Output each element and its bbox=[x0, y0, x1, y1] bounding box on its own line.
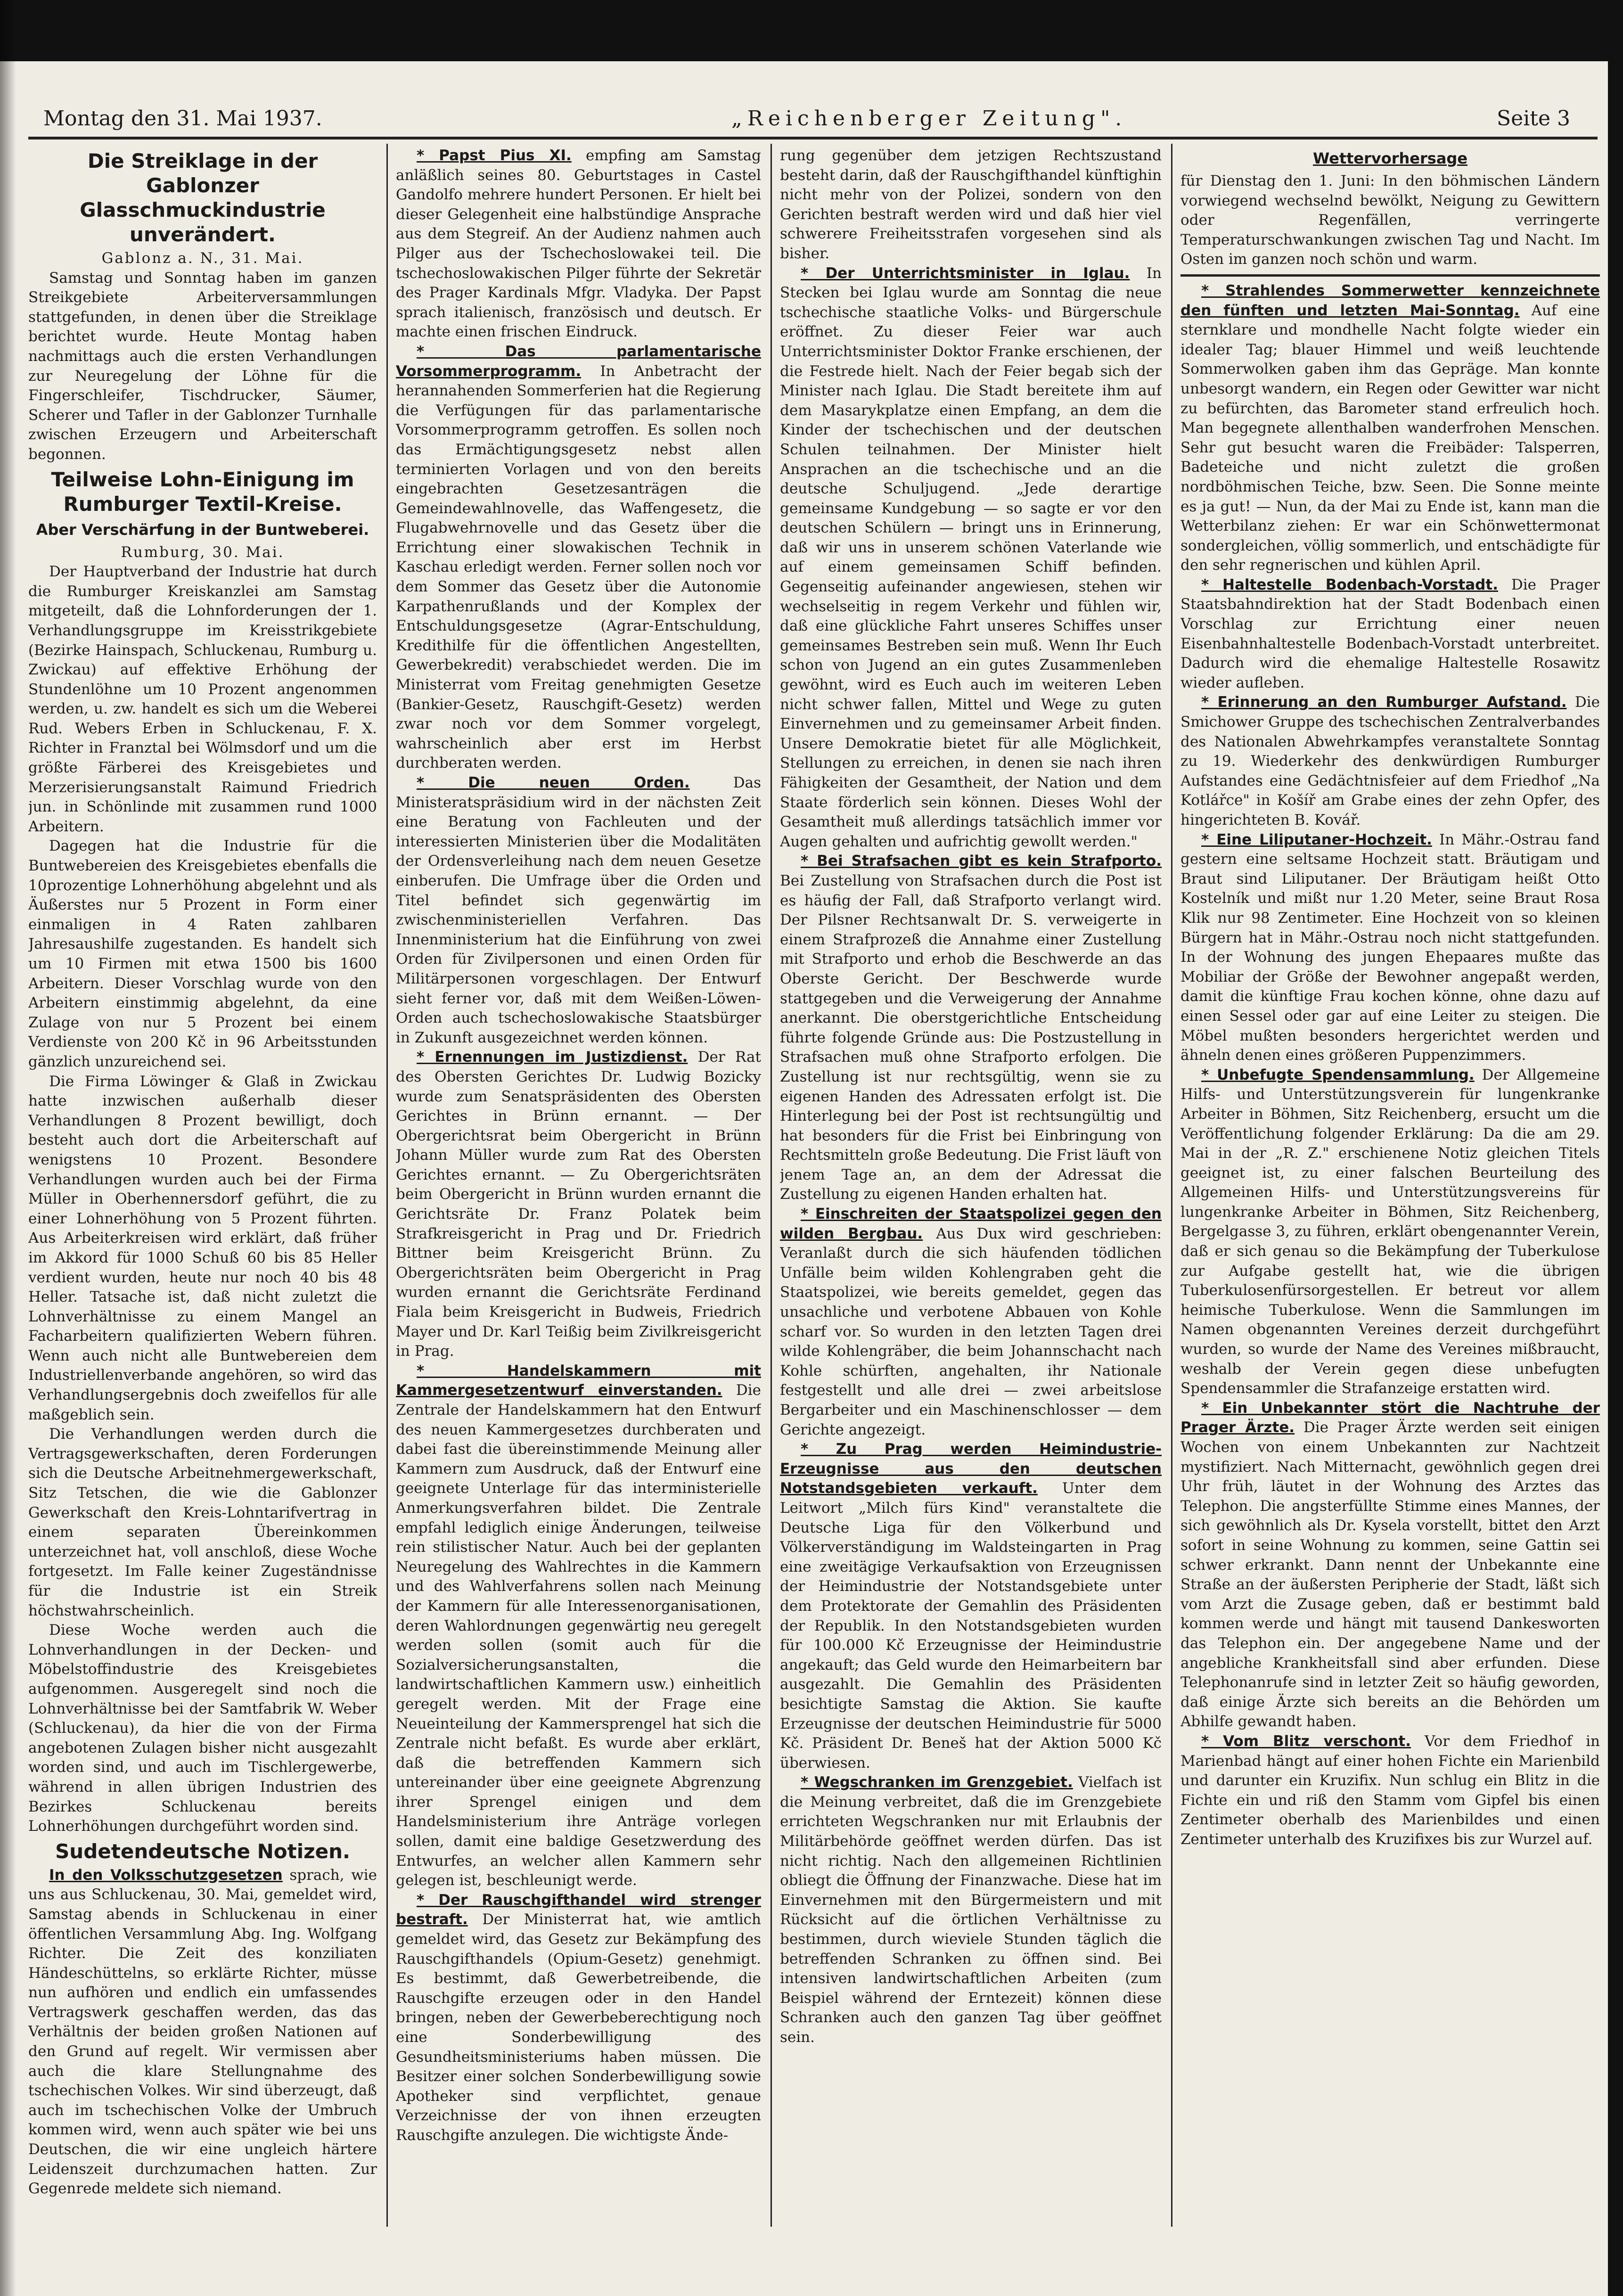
lead-doctors: * Ein Unbekannter stört die Nachtruhe der Prager Ärzte. bbox=[1180, 1399, 1600, 1436]
lead-appointments: * Ernennungen im Justizdienst. bbox=[417, 1049, 688, 1066]
column-2 bbox=[396, 146, 761, 2229]
article-parliament bbox=[396, 342, 761, 773]
text-doctors: Die Prager Ärzte werden seit einigen Wochen von einem Unbekannten zur Nachtzeit mystifiziert. Nach Mitternacht, gewöhnlich gegen drei Uhr früh, läutet in der Wohnung des Arztes das Telephon. Die angsterfüllte Stimme eines Mannes, der sich gewöhnlich als Dr. Kysela vorstellt, bittet den Arzt sofort in seine Wohnung zu kommen, seine Gattin sei schwer erkrankt. Dann nennt der Unbekannte eine Straße an der äußersten Peripherie der Stadt, läßt sich vom Arzt die Zusage geben, daß er bestimmt bald kommen werde und hängt mit tausend Dankesworten das Telephon ein. Der angegebene Name und der angebliche Krankheitsfall sind aber erfunden. Diese Telephonanrufe sind in letzter Zeit so häufig geworden, daß einige Ärzte sich bereits an die Behörden um Abhilfe gewandt haben. bbox=[1180, 1419, 1600, 1730]
article-station bbox=[1180, 575, 1600, 693]
article-lightning bbox=[1180, 1732, 1600, 1850]
weather-rule bbox=[1180, 274, 1600, 277]
article-summer bbox=[1180, 281, 1600, 575]
text-lightning: Vor dem Friedhof in Marienbad hängt auf einer hohen Fichte ein Marienbild und darunter ein Kruzifix. Nun schlug ein Blitz in die Fichte ein und riß den Stamm vom Gipfel bis einen Zentimeter oberhalb des Marienbildes und einen Zentimeter unterhalb des Kruzifixes bis zur Wurzel auf. bbox=[1180, 1732, 1600, 1848]
lead-barriers: * Wegschranken im Grenzgebiet. bbox=[801, 1774, 1073, 1791]
article-collection bbox=[1180, 1066, 1600, 1399]
article-narcotics bbox=[396, 1891, 761, 2146]
article-wage-p2: Dagegen hat die Industrie für die Buntwebereien des Kreisgebietes ebenfalls die 10prozentige Lohnerhöhung abgelehnt und als Äußerstes nur 5 Prozent in Form einer einmaligen in 4 Raten zahlbaren Jahresaushilfe zugestanden. Es handelt sich um 10 Firmen mit etwa 1500 bis 1600 Arbeitern. Dieser Vorschlag wurde von den Arbeitern einstimmig abgelehnt, da eine Zulage von nur 5 Prozent bei einem Verdienste von 200 Kč in 96 Arbeitsstunden gänzlich unzureichend sei. bbox=[28, 837, 377, 1070]
column-1 bbox=[28, 146, 377, 2229]
lead-chambers: * Handelskammern mit Kammergesetzentwurf einverstanden. bbox=[396, 1362, 761, 1399]
article-appointments bbox=[396, 1048, 761, 1361]
text-pope: empfing am Samstag anläßlich seines 80. Geburtstages in Castel Gandolfo mehrere hundert Personen. Er hielt bei dieser Gelegenheit eine halbstündige Ansprache aus dem Stegreif. An der Audienz nahmen auch Pilger aus der Tschechoslowakei teil. Die tschechoslowakischen Pilger führte der Sekretär des Prager Kardinals Mfgr. Vladyka. Der Papst sprach italienisch, französisch und deutsch. Er machte einen frischen Eindruck. bbox=[396, 147, 761, 341]
lead-postage: * Bei Strafsachen gibt es kein Strafporto. bbox=[801, 853, 1162, 870]
text-wedding: In Mähr.-Ostrau fand gestern eine seltsame Hochzeit statt. Bräutigam und Braut sind Liliputaner. Der Bräutigam heißt Otto Kostelník und mißt nur 1.20 Meter, seine Braut Rosa Klik nur 98 Zentimeter. Eine Hochzeit von so kleinen Bürgern hat in Mähr.-Ostrau noch nicht stattgefunden. In der Wohnung des jungen Ehepaares mußte das Mobiliar der Größe der Bewohner angepaßt werden, damit die künftige Frau kochen könne, ohne dazu auf einen Sessel oder gar auf eine Leiter zu steigen. Die Möbel mußten besonders hergerichtet werden und ähneln denen eines größeren Puppenzimmers. bbox=[1180, 831, 1600, 1064]
dateline-strike: Gablonz a. N., 31. Mai. bbox=[101, 250, 304, 267]
article-postage bbox=[780, 852, 1162, 1205]
page-header bbox=[43, 105, 1570, 133]
article-doctors bbox=[1180, 1399, 1600, 1732]
headline-wage: Teilweise Lohn-Einigung im Rumburger Textil-Kreise. bbox=[51, 467, 354, 516]
article-uprising bbox=[1180, 693, 1600, 830]
text-chambers: Die Zentrale der Handelskammern hat den Entwurf des neuen Kammergesetzes durchberaten und dabei fast die übereinstimmende Meinung aller Kammern zum Ausdruck, daß der Entwurf eine geeignete Unterlage für das interministerielle Anmerkungsverfahren bildet. Die Zentrale empfahl lediglich einige Änderungen, teilweise rein stilistischer Natur. Auch bei der geplanten Neuregelung des Wahlrechtes in die Kammern und des Wahlverfahrens sollen nach Meinung der Kammern für alle Interessenorganisationen, deren Wahlordnungen gegenwärtig neu geregelt werden sollen (somit auch für die Sozialversicherungsanstalten, die landwirtschaftlichen Kammern usw.) einheitlich geregelt werden. Mit der Frage eine Neueinteilung der Kammersprengel hat sich die Zentrale nicht befaßt. Es wurde aber erklärt, daß die betreffenden Kammern sich untereinander über eine geeignete Abgrenzung ihrer Sprengel einigen und dem Handelsministerium ihre Anträge vorlegen sollen, damit eine baldige Gesetzwerdung des Entwurfes, an welcher allen Kammern sehr gelegen ist, beschleunigt werde. bbox=[396, 1382, 761, 1889]
column-rule-3 bbox=[1171, 144, 1172, 2227]
article-minister bbox=[780, 264, 1162, 852]
header-masthead: „Reichenberger Zeitung". bbox=[731, 107, 1127, 131]
article-mining bbox=[780, 1205, 1162, 1440]
lead-orders: * Die neuen Orden. bbox=[417, 774, 690, 791]
article-barriers bbox=[780, 1773, 1162, 2047]
text-mining: Aus Dux wird geschrieben: Veranlaßt durch die sich häufenden tödlichen Unfälle beim wilden Kohlengraben geht die Staatspolizei, wie bereits gemeldet, gegen das unsachliche und verbotene Abbauen von Kohle scharf vor. So wurden in den letzten Tagen drei wilde Kohlengräber, die beim Johannschacht nach Kohle schürften, angehalten, ihr Nationale festgestellt und alle drei — zwei arbeitslose Bergarbeiter und ein Maschinenschlosser — dem Gerichte angezeigt. bbox=[780, 1225, 1162, 1438]
lead-wedding: * Eine Liliputaner-Hochzeit. bbox=[1201, 831, 1432, 848]
article-wage-p5: Diese Woche werden auch die Lohnverhandlungen in der Decken- und Möbelstoffindustrie des Kreisgebietes aufgenommen. Ausgeregelt sind noch die Lohnverhältnisse bei der Samtfabrik W. Weber (Schluckenau), da hier die von der Firma angebotenen Zulagen bisher nicht ausgezahlt worden sind, und auch im Tischlergewerbe, während in allen übrigen Industrien des Bezirkes Schluckenau bereits Lohnerhöhungen durchgeführt worden sind. bbox=[28, 1622, 377, 1835]
text-uprising: Die Smichower Gruppe des tschechischen Zentralverbandes des Nationalen Abwehrkampfes veranstaltete Sonntag zu 19. Wiederkehr des denkwürdigen Rumburger Aufstandes eine Gedächtnisfeier auf dem Friedhof „Na Kotlářce" in Košíř am Grabe eines der zehn Opfer, des hingerichteten B. Kovář. bbox=[1180, 694, 1600, 828]
article-wedding bbox=[1180, 830, 1600, 1066]
text-barriers: Vielfach ist die Meinung verbreitet, daß die im Grenzgebiete errichteten Wegschranken nur mit Erlaubnis der Militärbehörde geöffnet werden dürfen. Das ist nicht richtig. Nach den allgemeinen Richtlinien obliegt die Öffnung der Finanzwache. Diese hat im Einvernehmen mit den Bürgermeistern und mit Rücksicht auf die örtlichen Verhältnisse zu bestimmen, durch wieviele Stunden täglich die betreffenden Schranken zu öffnen sind. Bei intensiven landwirtschaftlichen Arbeiten (zum Beispiel während der Erntezeit) können diese Schranken auch den ganzen Tag über geöffnet sein. bbox=[780, 1774, 1162, 2046]
column-3 bbox=[780, 146, 1162, 2229]
column-4 bbox=[1180, 146, 1600, 2229]
article-wage-p4: Die Verhandlungen werden durch die Vertragsgewerkschaften, deren Forderungen sich die Deutsche Arbeitnehmergewerkschaft, Sitz Tetschen, die wie die Gablonzer Gewerkschaft den Kreis-Lohntarifvertrag in einem separaten Übereinkommen unterzeichnet hat, voll anschloß, diese Woche fortgesetzt. Im Falle keiner Zugeständnisse für die Industrie ist ein Streik höchstwahrscheinlich. bbox=[28, 1426, 377, 1619]
headline-strike: Die Streiklage in der Gablonzer Glasschmuckindustrie unverändert. bbox=[80, 149, 326, 246]
article-sudeten bbox=[28, 1866, 377, 2199]
text-postage: Bei Zustellung von Strafsachen durch die Post ist es häufig der Fall, daß Strafporto verlangt wird. Der Pilsner Rechtsanwalt Dr. S. verweigerte in einem Strafprozeß die Annahme einer Zustellung mit Strafporto und erhob die Beschwerde an das Oberste Gericht. Der Beschwerde wurde stattgegeben und die Verweigerung der Annahme anerkannt. Die oberstgerichtliche Entscheidung führte folgende Gründe aus: Die Postzustellung in Strafsachen muß ohne Strafporto erfolgen. Die Zustellung ist nur rechtsgültig, wenn sie zu eigenen Handen des Adressaten erfolgt ist. Die Hinterlegung bei der Post ist rechtsungültig und hat besonders für die Frist bei Einbringung von Rechtsmitteln große Bedeutung. Die Frist läuft von jenem Tage an, an dem der Adressat die Zustellung zu eigenen Handen erhalten hat. bbox=[780, 872, 1162, 1203]
article-narcotics-continued: rung gegenüber dem jetzigen Rechtszustand besteht darin, daß der Rauschgifthandel künftighin nicht mehr von der Polizei, sondern von den Gerichten bestraft werden wird und daß hier viel schwerere Freiheitsstrafen vorgesehen sind als bisher. bbox=[780, 147, 1162, 262]
lead-sudeten: In den Volksschutzgesetzen bbox=[49, 1866, 283, 1884]
scan-top-border bbox=[0, 0, 1623, 61]
lead-station: * Haltestelle Bodenbach-Vorstadt. bbox=[1201, 576, 1498, 593]
headline-sudeten: Sudetendeutsche Notizen. bbox=[55, 1839, 350, 1863]
text-homeindustry: Unter dem Leitwort „Milch fürs Kind" veranstaltete die Deutsche Liga für den Völkerbund und Völkerverständigung im Waldsteingarten in Prag eine zweitägige Verkaufsaktion von Erzeugnissen der Heimindustrie der Notstandsgebiete unter dem Protektorate der Gemahlin des Präsidenten der Republik. In den Notstandsgebieten wurden für 100.000 Kč Erzeugnisse der Heimindustrie angekauft; das Geld wurde den Heimarbeitern bar ausgezahlt. Die Gemahlin des Präsidenten besichtigte Samstag die Aktion. Sie kaufte Erzeugnisse der deutschen Heimindustrie für 5000 Kč. Präsident Dr. Beneš hat der Aktion 5000 Kč überwiesen. bbox=[780, 1480, 1162, 1771]
headline-weather: Wettervorhersage bbox=[1312, 149, 1468, 167]
text-parliament: In Anbetracht der herannahenden Sommerferien hat die Regierung die Verfügungen für das parlamentarische Vorsommerprogramm getroffen. Es sollen noch das Ermächtigungsgesetz nebst allen terminierten Vorlagen und von den bereits eingebrachten Gesetzesanträgen die Gemeindewahlnovelle, das Waffengesetz, die Flugabwehrnovelle und das Gesetz über die Errichtung einer slowakischen Technik in Kaschau erledigt werden. Ferner sollen noch vor dem Sommer das Gesetz über die Autonomie Karpathenrußlands und der Komplex der Entschuldungsgesetze (Agrar-Entschuldung, Kredithilfe für die öffentlichen Angestellten, Gewerbekredit) verabschiedet werden. Die im Ministerrat vom Freitag genehmigten Gesetze (Bankier-Gesetz, Rauschgift-Gesetz) werden zwar noch vor dem Sommer vorgelegt, wahrscheinlich aber erst im Herbst durchberaten werden. bbox=[396, 362, 761, 772]
lead-parliament: * Das parlamentarische Vorsommerprogramm. bbox=[396, 343, 761, 380]
column-rule-2 bbox=[771, 144, 772, 2227]
article-wage-p3: Die Firma Löwinger & Glaß in Zwickau hatte inzwischen außerhalb dieser Verhandlungen 8 Prozent bewilligt, doch besteht auch dort die Arbeiterschaft auf wenigstens 10 Prozent. Besondere Verhandlungen wurden auch bei der Firma Müller in Oberhennersdorf geführt, die zu einer Lohnerhöhung von 5 Prozent führten. Aus Arbeiterkreisen wird erklärt, daß früher im Akkord für 1000 Schuß 60 bis 85 Heller verdient wurden, heute nur noch 40 bis 48 Heller. Tatsache ist, daß nicht zuletzt die Lohnverhältnisse zu einem Mangel an Facharbeitern qualifizierten Webern führen. Wenn auch nicht alle Buntwebereien dem Industriellenverbande angehören, so wird das Verhandlungsergebnis doch zweifellos für alle maßgeblich sein. bbox=[28, 1073, 377, 1423]
lead-uprising: * Erinnerung an den Rumburger Aufstand. bbox=[1201, 694, 1567, 711]
article-pope bbox=[396, 146, 761, 342]
text-sudeten: sprach, wie uns aus Schluckenau, 30. Mai, gemeldet wird, Samstag abends in Schluckenau in einer öffentlichen Versammlung Abg. Ing. Wolfgang Richter. Die Zeit des konziliaten Händeschüttelns, so erklärte Richter, müsse nun aufhören und endlich ein umfassendes Vertragswerk geschaffen werden, das das Verhältnis der beiden großen Nationen auf den Grund auf regelt. Wir vermissen aber auch die klare Stellungnahme des tschechischen Volkes. Wir sind überzeugt, daß auch im tschechischen Volke der Umbruch kommen wird, wenn auch später wie bei uns Deutschen, die wir eine ungleich härtere Leidenszeit durchzumachen hatten. Zur Gegenrede meldete sich niemand. bbox=[28, 1866, 377, 2198]
article-homeindustry bbox=[780, 1440, 1162, 1773]
lead-pope: * Papst Pius XI. bbox=[417, 147, 572, 164]
lead-summer: * Strahlendes Sommerwetter kennzeichnete den fünften und letzten Mai-Sonntag. bbox=[1180, 282, 1600, 319]
header-rule bbox=[28, 137, 1598, 139]
article-weather: für Dienstag den 1. Juni: In den böhmischen Ländern vorwiegend wechselnd bewölkt, Neigung zu Gewittern oder Regenfällen, verringerte Temperaturschwankungen zwischen Tag und Nacht. Im Osten im ganzen noch schön und warm. bbox=[1180, 172, 1600, 268]
text-minister: In Stecken bei Iglau wurde am Sonntag die neue tschechische staatliche Volks- und Bürgerschule eröffnet. Zu dieser Feier war auch Unterrichtsminister Doktor Franke erschienen, der die Festrede hielt. Nach der Feier begab sich der Minister nach Iglau. Die Stadt bereitete ihm auf dem Masarykplatze einen Empfang, an dem die Kinder der tschechischen und der deutschen Schulen teilnahmen. Der Minister hielt Ansprachen an die tschechische und an die deutsche Schuljugend. „Jede derartige gemeinsame Kundgebung — so sagte er vor den deutschen Schülern — bringt uns in Erinnerung, daß wir uns in unserem schönen Vaterlande wie auf einem gemeinsamen Schiff befinden. Gegenseitig aufeinander angewiesen, stehen wir wechselseitig in regem Verkehr und fühlen wir, daß eine glückliche Fahrt unseres Schiffes unser gemeinsames Bestreben sein muß. Wenn Ihr Euch schon von Jugend an ein gutes Zusammenleben gewöhnt, wird es Euch auch im weiteren Leben nicht schwer fallen, Mittel und Wege zu guten Einvernehmen und zu gemeinsamer Arbeit finden. Unsere Demokratie bietet für alle Möglichkeit, Stellungen zu erreichen, in denen sie nach ihren Fähigkeiten der Gesamtheit, der Nation und dem Staate förderlich sein können. Dieses Wohl der Gesamtheit muß allerdings tatsächlich immer vor Augen gehalten und aufrichtig gewollt werden." bbox=[780, 264, 1162, 850]
lead-homeindustry: * Zu Prag werden Heimindustrie-Erzeugnisse aus den deutschen Notstandsgebieten verkauft. bbox=[780, 1441, 1162, 1497]
text-station: Die Prager Staatsbahndirektion hat der Stadt Bodenbach einen Vorschlag zur Errichtung einer neuen Eisenbahnhaltestelle Bodenbach-Vorstadt unterbreitet. Dadurch wird die ehemalige Haltestelle Rosawitz wieder aufleben. bbox=[1180, 576, 1600, 691]
article-orders bbox=[396, 773, 761, 1048]
lead-mining: * Einschreiten der Staatspolizei gegen den wilden Bergbau. bbox=[780, 1205, 1162, 1242]
subheadline-wage: Aber Verschärfung in der Buntweberei. bbox=[36, 520, 369, 539]
text-orders: Das Ministeratspräsidium wird in der nächsten Zeit eine Beratung von Fachleuten und der interessierten Ministerien über die Modalitäten der Ordensverleihung nach dem neuen Gesetze einberufen. Die Umfrage über die Orden und Titel befindet sich gegenwärtig im zwischenministeriellen Verfahren. Das Innenministerium hat die Einführung von zwei Orden für Zivilpersonen und einen Orden für Militärpersonen vorgeschlagen. Der Entwurf sieht ferner vor, daß mit dem Weißen-Löwen-Orden auch tschechoslowakische Staatsbürger in Zukunft ausgezeichnet werden können. bbox=[396, 774, 761, 1046]
column-rule-1 bbox=[386, 144, 388, 2227]
scan-right-border bbox=[1608, 0, 1623, 2296]
text-collection: Der Allgemeine Hilfs- und Unterstützungsverein für lungenkranke Arbeiter in Böhmen, Sitz Reichenberg, ersucht um die Veröffentlichung folgender Erklärung: Da die am 29. Mai in der „R. Z." erschienene Notiz gleichen Titels geeignet ist, zu einer falschen Beurteilung des Allgemeinen Hilfs- und Unterstützungsvereins für lungenkranke Arbeiter in Böhmen, Sitz Reichenberg, Bergelgasse 3, zu führen, erklärt obengenannter Verein, daß er sich genau so die Bekämpfung der Tuberkulose zur Aufgabe gestellt hat, wie die übrigen Tuberkulosenfürsorgestellen. Er betreut vor allem heimische Tuberkulose. Wenn die Sammlungen im Namen obgenannten Vereines derzeit durchgeführt wurden, so wurde der Name des Vereines mißbraucht, weshalb der Verein gegen diese unbefugten Spendensammler die Strafanzeige erstatten wird. bbox=[1180, 1066, 1600, 1397]
article-strike: Samstag und Sonntag haben im ganzen Streikgebiete Arbeiterversammlungen stattgefunden, in denen über die Streiklage berichtet wurde. Heute Montag haben nachmittags auch die ersten Verhandlungen zur Neuregelung der Löhne für die Fingerschleifer, Tischdrucker, Säumer, Scherer und Tafler in der Gablonzer Turnhalle zwischen Erzeugern und Arbeiterschaft begonnen. bbox=[28, 269, 377, 463]
text-summer: Auf eine sternklare und mondhelle Nacht folgte wieder ein idealer Tag; blauer Himmel und weiß leuchtende Sommerwolken gaben ihm das Gepräge. Man konnte unbesorgt wandern, ein Regen oder Gewitter war nicht zu befürchten, das Barometer stand erfreulich hoch. Man begegnete allenthalben wanderfrohen Menschen. Sehr gut besucht waren die Freibäder: Talsperren, Badeteiche und nicht zuletzt die großen nordböhmischen Teiche, bzw. Seen. Die Sonne meinte es ja gut! — Nun, da der Mai zu Ende ist, kann man die Wetterbilanz ziehen: Er war ein Schönwettermonat sondergleichen, völlig sommerlich, und entschädigte für den sehr regnerischen und kühlen April. bbox=[1180, 302, 1600, 574]
scan-left-shadow bbox=[0, 0, 16, 2296]
lead-collection: * Unbefugte Spendensammlung. bbox=[1201, 1066, 1475, 1083]
lead-lightning: * Vom Blitz verschont. bbox=[1201, 1732, 1411, 1750]
text-appointments: Der Rat des Obersten Gerichtes Dr. Ludwig Bozicky wurde zum Senatspräsidenten des Obersten Gerichtes in Brünn ernannt. — Der Obergerichtsrat beim Obergericht in Brünn Johann Müller wurde zum Rat des Obersten Gerichtes ernannt. — Zu Obergerichtsräten beim Obergericht in Brünn wurden ernannt die Gerichtsräte Dr. Franz Polatek beim Strafkreisgericht in Prag und Dr. Friedrich Bittner beim Kreisgericht Brünn. Zu Obergerichtsräten beim Obergericht in Prag wurden ernannt die Gerichtsräte Ferdinand Fiala beim Kreisgericht in Budweis, Friedrich Mayer und Dr. Karl Teißig beim Zivilkreisgericht in Prag. bbox=[396, 1049, 761, 1360]
article-wage-p1: Der Hauptverband der Industrie hat durch die Rumburger Kreiskanzlei am Samstag mitgeteilt, daß die Lohnforderungen der 1. Verhandlungsgruppe im Kreisstrikgebiete (Bezirke Hainspach, Schluckenau, Rumburg u. Zwickau) auf effektive Erhöhung der Stundenlöhne um 10 Prozent angenommen werden, u. zw. handelt es sich um die Weberei Rud. Webers Erben in Schluckenau, F. X. Richter in Franztal bei Wölmsdorf und um die größte Färberei des Kreisgebietes und Merzerisierungsanstalt Raimund Friedrich jun. in Schönlinde mit zusammen rund 1000 Arbeitern. bbox=[28, 563, 377, 835]
header-page-number: Seite 3 bbox=[1497, 107, 1570, 131]
article-chambers bbox=[396, 1361, 761, 1891]
lead-narcotics: * Der Rauschgifthandel wird strenger bestraft. bbox=[396, 1891, 761, 1928]
header-date: Montag den 31. Mai 1937. bbox=[43, 107, 322, 131]
dateline-wage: Rumburg, 30. Mai. bbox=[121, 543, 285, 561]
lead-minister: * Der Unterrichtsminister in Iglau. bbox=[801, 264, 1130, 282]
text-narcotics: Der Ministerrat hat, wie amtlich gemeldet wird, das Gesetz zur Bekämpfung des Rauschgifthandels (Opium-Gesetz) genehmigt. Es bestimmt, daß Gewerbetreibende, die Rauschgifte erzeugen oder in den Handel bringen, neben der Gewerbeberechtigung noch eine Sonderbewilligung des Gesundheitsministeriums haben müssen. Die Besitzer einer solchen Sonderbewilligung sowie Apotheker sind verpflichtet, genaue Verzeichnisse der von ihnen erzeugten Rauschgifte anzulegen. Die wichtigste Ände- bbox=[396, 1911, 761, 2144]
